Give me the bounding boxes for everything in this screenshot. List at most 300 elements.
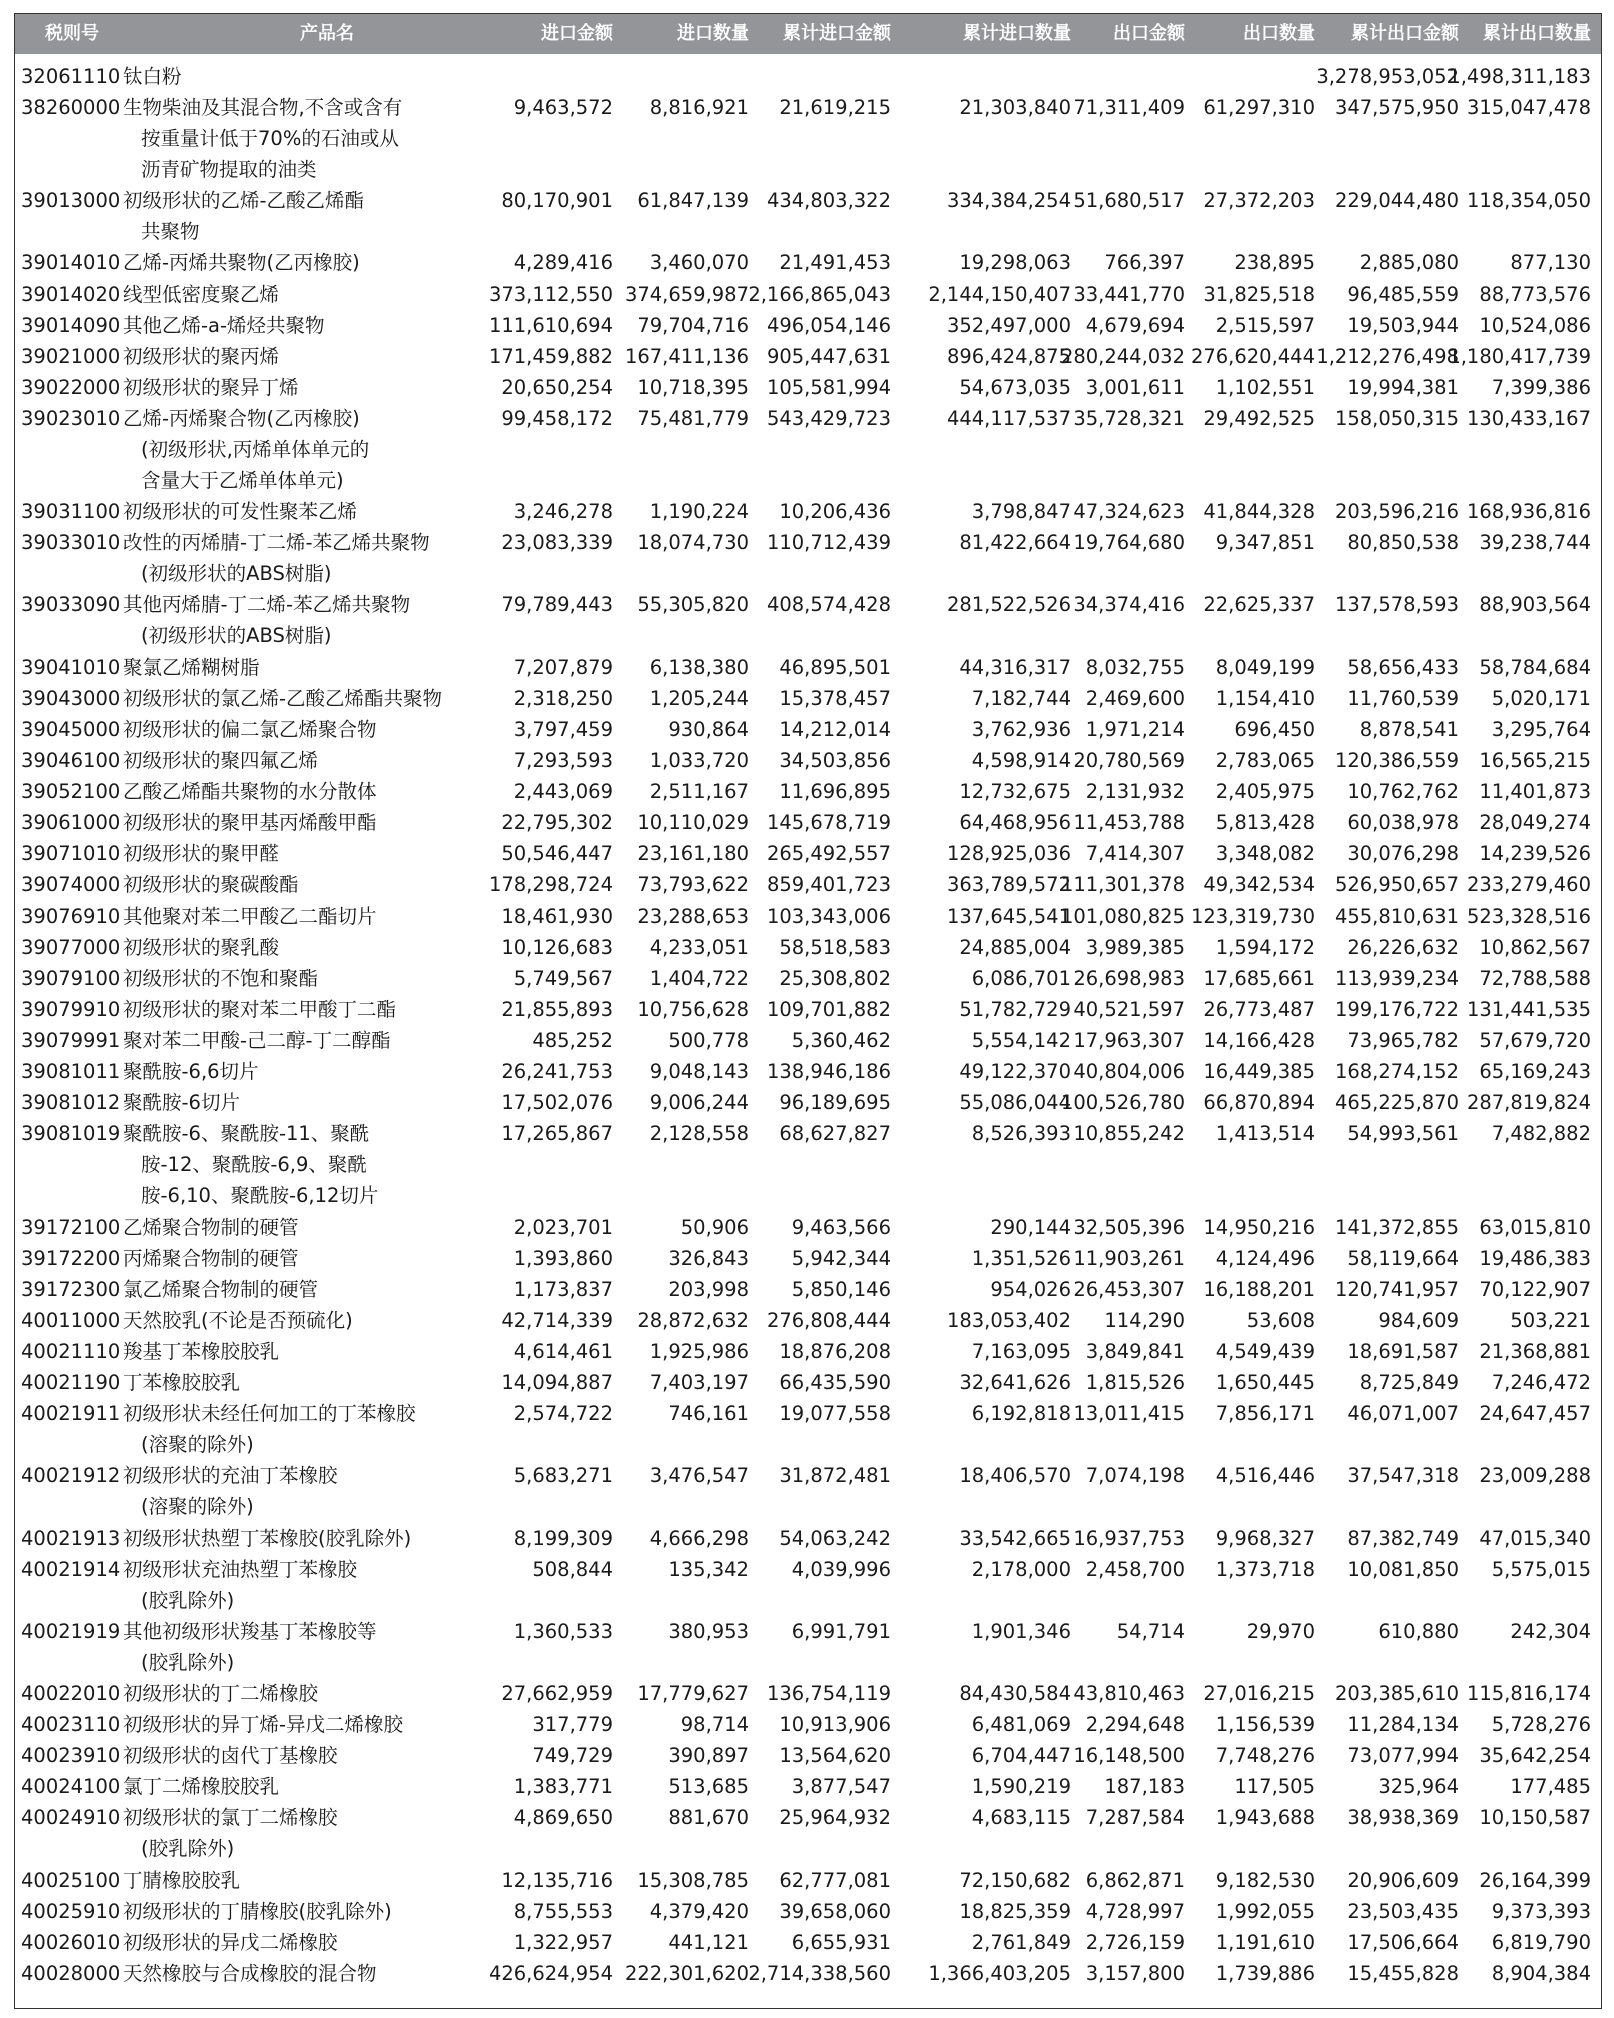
export-qty: 4,516,446 <box>1215 1464 1315 1488</box>
cum-import-value: 14,212,014 <box>779 717 891 741</box>
cum-import-value: 58,518,583 <box>779 935 891 959</box>
product-name <box>123 652 468 683</box>
import-qty: 61,847,139 <box>637 189 749 213</box>
cum-export-value: 455,810,631 <box>1334 904 1459 928</box>
product-name-line: 聚氯乙烯糊树脂 <box>123 655 260 679</box>
import-qty: 17,779,627 <box>637 1681 749 1705</box>
cum-import-qty: 1,351,526 <box>971 1246 1071 1270</box>
product-name <box>123 185 468 247</box>
product-name <box>123 869 468 900</box>
tariff-code: 40023910 <box>21 1744 121 1768</box>
table-row <box>15 1087 1601 1118</box>
import-qty: 9,006,244 <box>649 1091 749 1115</box>
tariff-code: 39045000 <box>21 717 121 741</box>
export-value: 766,397 <box>1104 251 1185 275</box>
product-name <box>123 1554 468 1616</box>
header-cum-export-value: 累计出口金额 <box>1351 23 1459 44</box>
export-qty: 1,650,445 <box>1215 1371 1315 1395</box>
import-qty: 4,379,420 <box>649 1899 749 1923</box>
tariff-code: 38260000 <box>21 96 121 120</box>
tariff-code: 39014020 <box>21 282 121 306</box>
header-cum-export-qty: 累计出口数量 <box>1483 23 1591 44</box>
cum-import-qty: 5,554,142 <box>971 1029 1071 1052</box>
cum-import-value: 6,991,791 <box>791 1619 891 1643</box>
export-value: 8,032,755 <box>1085 655 1185 679</box>
export-qty: 49,342,534 <box>1203 873 1315 897</box>
product-name-line: 初级形状的氯丁二烯橡胶 <box>123 1806 338 1830</box>
header-export-value: 出口金额 <box>1113 23 1185 44</box>
product-name-line: 羧基丁苯橡胶胶乳 <box>123 1340 280 1363</box>
cum-export-value: 2,885,080 <box>1359 251 1459 275</box>
import-qty: 10,756,628 <box>637 997 749 1021</box>
import-value: 20,650,254 <box>501 375 613 399</box>
product-name-line: 改性的丙烯腈-丁二烯-苯乙烯共聚物 <box>123 531 430 555</box>
product-name-line: 初级形状的聚异丁烯 <box>123 375 299 399</box>
import-qty: 1,404,722 <box>649 966 749 990</box>
cum-import-value: 5,942,344 <box>791 1246 891 1270</box>
cum-export-qty: 47,015,340 <box>1479 1526 1591 1550</box>
product-name-line: 乙酸乙烯酯共聚物的水分散体 <box>123 780 377 803</box>
table-row <box>15 901 1601 932</box>
table-row <box>15 1367 1601 1398</box>
import-qty: 9,048,143 <box>649 1060 749 1084</box>
import-value: 3,246,278 <box>513 500 613 524</box>
cum-import-value: 4,039,996 <box>791 1557 891 1581</box>
import-value: 12,135,716 <box>501 1868 613 1892</box>
product-name-line: (溶聚的除外) <box>141 1495 254 1519</box>
cum-export-qty: 19,486,383 <box>1479 1246 1591 1270</box>
import-value: 1,393,860 <box>513 1246 613 1270</box>
cum-import-qty: 84,430,584 <box>959 1681 1071 1705</box>
product-name-line: (初级形状的ABS树脂) <box>141 562 332 586</box>
cum-export-value: 229,044,480 <box>1334 189 1459 213</box>
export-value: 51,680,517 <box>1073 189 1185 213</box>
export-value: 100,526,780 <box>1060 1091 1185 1115</box>
tariff-code: 39052100 <box>21 780 121 803</box>
export-qty: 2,405,975 <box>1215 780 1315 803</box>
tariff-code: 40021911 <box>21 1402 121 1426</box>
product-name <box>123 1243 468 1274</box>
tariff-code: 40021913 <box>21 1526 121 1550</box>
table-row <box>15 279 1601 310</box>
cum-import-qty: 896,424,875 <box>946 344 1071 368</box>
cum-import-qty: 6,192,818 <box>971 1402 1071 1426</box>
export-qty: 123,319,730 <box>1190 904 1315 928</box>
cum-export-qty: 10,524,086 <box>1479 313 1591 337</box>
cum-import-qty: 49,122,370 <box>959 1060 1071 1084</box>
export-value: 16,148,500 <box>1073 1744 1185 1768</box>
cum-export-value: 17,506,664 <box>1347 1930 1459 1954</box>
product-name <box>123 1802 468 1864</box>
import-qty: 167,411,136 <box>624 344 749 368</box>
cum-import-value: 408,574,428 <box>766 593 891 617</box>
product-name-line: 氯丁二烯橡胶胶乳 <box>123 1775 280 1799</box>
cum-export-value: 10,081,850 <box>1347 1557 1459 1581</box>
product-name-line: 钛白粉 <box>123 65 182 88</box>
product-name-line: 初级形状的异丁烯-异戊二烯橡胶 <box>123 1713 404 1736</box>
tariff-code: 39031100 <box>21 500 121 524</box>
cum-import-qty: 137,645,541 <box>946 904 1071 928</box>
product-name-line: 初级形状的聚对苯二甲酸丁二酯 <box>123 997 397 1021</box>
product-name <box>123 1118 468 1211</box>
import-qty: 222,301,620 <box>624 1961 749 1985</box>
table-row <box>15 776 1601 807</box>
import-qty: 326,843 <box>668 1246 749 1270</box>
export-value: 35,728,321 <box>1073 407 1185 430</box>
cum-import-qty: 6,481,069 <box>971 1713 1071 1736</box>
table-body <box>15 14 1601 2008</box>
product-name <box>123 776 468 807</box>
cum-import-qty: 4,683,115 <box>971 1806 1071 1830</box>
cum-export-value: 10,762,762 <box>1347 780 1459 803</box>
tariff-code: 40021190 <box>21 1371 121 1395</box>
export-value: 40,804,006 <box>1073 1060 1185 1084</box>
product-name-line: 初级形状的聚四氟乙烯 <box>123 748 319 772</box>
cum-import-qty: 352,497,000 <box>946 313 1071 337</box>
product-name <box>123 310 468 341</box>
export-qty: 41,844,328 <box>1203 500 1315 524</box>
import-qty: 6,138,380 <box>649 655 749 679</box>
export-qty: 1,739,886 <box>1215 1961 1315 1985</box>
tariff-code: 40026010 <box>21 1930 121 1954</box>
import-value: 7,293,593 <box>513 748 613 772</box>
import-value: 23,083,339 <box>501 531 613 555</box>
export-value: 26,698,983 <box>1073 966 1185 990</box>
export-value: 101,080,825 <box>1060 904 1185 928</box>
product-name-line: 丙烯聚合物制的硬管 <box>123 1246 299 1270</box>
tariff-code: 39076910 <box>21 904 121 928</box>
import-value: 2,574,722 <box>513 1402 613 1426</box>
import-qty: 374,659,987 <box>624 282 749 306</box>
product-name-line: 其他乙烯-a-烯烃共聚物 <box>123 313 325 337</box>
cum-import-qty: 44,316,317 <box>959 655 1071 679</box>
export-qty: 1,102,551 <box>1215 375 1315 399</box>
product-name-line: 乙烯-丙烯共聚物(乙丙橡胶) <box>123 251 360 275</box>
cum-import-value: 10,913,906 <box>779 1713 891 1736</box>
cum-export-value: 87,382,749 <box>1347 1526 1459 1550</box>
product-name-line: 初级形状的丁腈橡胶(胶乳除外) <box>123 1899 392 1923</box>
cum-import-qty: 81,422,664 <box>959 531 1071 555</box>
import-qty: 1,190,224 <box>649 500 749 524</box>
table-row <box>15 310 1601 341</box>
cum-import-value: 9,463,566 <box>791 1215 891 1239</box>
export-value: 2,458,700 <box>1085 1557 1185 1581</box>
cum-export-value: 30,076,298 <box>1347 842 1459 866</box>
cum-export-value: 3,278,953,052 <box>1316 65 1459 88</box>
header-product-name: 产品名 <box>300 23 354 44</box>
tariff-code: 40021912 <box>21 1464 121 1488</box>
cum-export-qty: 88,773,576 <box>1479 282 1591 306</box>
import-value: 4,289,416 <box>513 251 613 275</box>
import-value: 26,241,753 <box>501 1060 613 1084</box>
import-qty: 390,897 <box>668 1744 749 1768</box>
table-row <box>15 1523 1601 1554</box>
export-value: 2,726,159 <box>1085 1930 1185 1954</box>
cum-export-qty: 5,728,276 <box>1491 1713 1591 1736</box>
tariff-code: 40025100 <box>21 1868 121 1892</box>
export-value: 17,963,307 <box>1073 1029 1185 1052</box>
import-qty: 380,953 <box>668 1619 749 1643</box>
import-value: 1,322,957 <box>513 1930 613 1954</box>
export-value: 4,679,694 <box>1085 313 1185 337</box>
export-value: 19,764,680 <box>1073 531 1185 555</box>
tariff-code: 32061110 <box>21 65 121 88</box>
cum-import-qty: 54,673,035 <box>959 375 1071 399</box>
export-qty: 53,608 <box>1246 1308 1315 1332</box>
cum-import-qty: 6,086,701 <box>971 966 1071 990</box>
tariff-code: 39074000 <box>21 873 121 897</box>
table-row <box>15 1896 1601 1927</box>
cum-export-qty: 177,485 <box>1510 1775 1591 1799</box>
table-row <box>15 527 1601 589</box>
cum-import-qty: 24,885,004 <box>959 935 1071 959</box>
cum-export-qty: 7,399,386 <box>1491 375 1591 399</box>
cum-export-qty: 58,784,684 <box>1479 655 1591 679</box>
import-value: 1,383,771 <box>513 1775 613 1799</box>
cum-import-qty: 19,298,063 <box>959 251 1071 275</box>
product-name <box>123 901 468 932</box>
product-name-line: 天然胶乳(不论是否预硫化) <box>123 1308 353 1332</box>
cum-import-qty: 6,704,447 <box>971 1744 1071 1768</box>
cum-export-qty: 5,020,171 <box>1491 686 1591 710</box>
cum-import-value: 25,964,932 <box>779 1806 891 1830</box>
export-value: 20,780,569 <box>1073 748 1185 772</box>
product-name <box>123 527 468 589</box>
export-qty: 22,625,337 <box>1203 593 1315 617</box>
tariff-code: 39021000 <box>21 344 121 368</box>
cum-import-value: 905,447,631 <box>766 344 891 368</box>
cum-export-value: 38,938,369 <box>1347 1806 1459 1830</box>
cum-import-value: 54,063,242 <box>779 1526 891 1550</box>
export-qty: 29,492,525 <box>1203 407 1315 430</box>
cum-export-value: 15,455,828 <box>1347 1961 1459 1985</box>
product-name <box>123 589 468 651</box>
table-row <box>15 61 1601 92</box>
cum-import-qty: 290,144 <box>990 1215 1071 1239</box>
export-qty: 9,182,530 <box>1215 1868 1315 1892</box>
tariff-code: 40022010 <box>21 1681 121 1705</box>
product-name-line: 初级形状的偏二氯乙烯聚合物 <box>123 717 377 741</box>
product-name-line: 聚酰胺-6,6切片 <box>123 1060 259 1084</box>
cum-export-value: 325,964 <box>1378 1775 1459 1799</box>
product-name-line: 初级形状充油热塑丁苯橡胶 <box>123 1557 358 1581</box>
cum-import-value: 5,360,462 <box>791 1029 891 1052</box>
table-row <box>15 1616 1601 1678</box>
cum-export-value: 96,485,559 <box>1347 282 1459 306</box>
cum-export-value: 137,578,593 <box>1334 593 1459 617</box>
cum-import-qty: 1,590,219 <box>971 1775 1071 1799</box>
cum-import-qty: 21,303,840 <box>959 96 1071 120</box>
cum-export-qty: 70,122,907 <box>1479 1277 1591 1301</box>
cum-export-qty: 1,498,311,183 <box>1448 65 1591 88</box>
product-name <box>123 247 468 278</box>
product-name <box>123 1398 468 1460</box>
export-qty: 5,813,428 <box>1215 811 1315 835</box>
table-row <box>15 1305 1601 1336</box>
tariff-code: 39172200 <box>21 1246 121 1270</box>
cum-import-qty: 281,522,526 <box>946 593 1071 617</box>
product-name <box>123 1616 468 1678</box>
tariff-code: 39071010 <box>21 842 121 866</box>
cum-export-qty: 7,246,472 <box>1491 1371 1591 1395</box>
cum-import-value: 138,946,186 <box>766 1060 891 1084</box>
table-row <box>15 1212 1601 1243</box>
cum-import-qty: 7,163,095 <box>971 1340 1071 1363</box>
cum-import-qty: 33,542,665 <box>959 1526 1071 1550</box>
product-name <box>123 714 468 745</box>
product-name-line: (胶乳除外) <box>141 1650 235 1674</box>
import-value: 79,789,443 <box>501 593 613 617</box>
import-qty: 513,685 <box>668 1775 749 1799</box>
table-row <box>15 1771 1601 1802</box>
cum-export-value: 37,547,318 <box>1347 1464 1459 1488</box>
import-qty: 4,233,051 <box>649 935 749 959</box>
cum-export-qty: 6,819,790 <box>1491 1930 1591 1954</box>
export-qty: 16,449,385 <box>1203 1060 1315 1084</box>
cum-import-value: 39,658,060 <box>779 1899 891 1923</box>
product-name <box>123 1274 468 1305</box>
table-row <box>15 1802 1601 1864</box>
cum-export-value: 199,176,722 <box>1334 997 1459 1021</box>
import-value: 3,797,459 <box>513 717 613 741</box>
cum-export-qty: 7,482,882 <box>1491 1122 1591 1146</box>
product-name <box>123 279 468 310</box>
cum-export-qty: 503,221 <box>1510 1308 1591 1332</box>
cum-import-value: 5,850,146 <box>791 1277 891 1301</box>
export-value: 33,441,770 <box>1073 282 1185 306</box>
product-name-line: 初级形状热塑丁苯橡胶(胶乳除外) <box>123 1526 412 1550</box>
header-import-qty: 进口数量 <box>677 23 749 44</box>
table-row <box>15 1958 1601 1989</box>
tariff-code: 39043000 <box>21 686 121 710</box>
export-value: 43,810,463 <box>1073 1681 1185 1705</box>
cum-import-value: 105,581,994 <box>766 375 891 399</box>
export-value: 47,324,623 <box>1073 500 1185 524</box>
tariff-code: 39023010 <box>21 407 121 430</box>
export-qty: 696,450 <box>1234 717 1315 741</box>
import-qty: 203,998 <box>668 1277 749 1301</box>
export-value: 114,290 <box>1104 1308 1185 1332</box>
cum-import-value: 496,054,146 <box>766 313 891 337</box>
export-qty: 4,549,439 <box>1215 1340 1315 1363</box>
import-value: 8,199,309 <box>513 1526 613 1550</box>
tariff-code: 40028000 <box>21 1961 121 1985</box>
export-qty: 9,347,851 <box>1215 531 1315 555</box>
tariff-code: 39081019 <box>21 1122 121 1146</box>
cum-import-value: 265,492,557 <box>766 842 891 866</box>
cum-export-qty: 118,354,050 <box>1466 189 1591 213</box>
tariff-code: 40025910 <box>21 1899 121 1923</box>
product-name <box>123 1523 468 1554</box>
import-qty: 98,714 <box>680 1713 749 1736</box>
product-name-line: 沥青矿物提取的油类 <box>141 158 317 182</box>
cum-export-value: 158,050,315 <box>1334 407 1459 430</box>
cum-import-qty: 334,384,254 <box>946 189 1071 213</box>
product-name-line: 初级形状的异戊二烯橡胶 <box>123 1930 338 1954</box>
cum-export-value: 73,965,782 <box>1347 1029 1459 1052</box>
tariff-code: 39077000 <box>21 935 121 959</box>
header-export-qty: 出口数量 <box>1243 23 1315 44</box>
import-value: 17,265,867 <box>501 1122 613 1146</box>
cum-import-value: 31,872,481 <box>779 1464 891 1488</box>
product-name <box>123 1771 468 1802</box>
import-qty: 79,704,716 <box>637 313 749 337</box>
cum-export-qty: 24,647,457 <box>1479 1402 1591 1426</box>
product-name-line: 聚对苯二甲酸-己二醇-丁二醇酯 <box>123 1029 391 1052</box>
product-name <box>123 963 468 994</box>
cum-import-qty: 2,144,150,407 <box>928 282 1071 306</box>
product-name <box>123 1056 468 1087</box>
cum-export-qty: 63,015,810 <box>1479 1215 1591 1239</box>
tariff-code: 40024910 <box>21 1806 121 1830</box>
import-qty: 3,460,070 <box>649 251 749 275</box>
export-qty: 1,156,539 <box>1215 1713 1315 1736</box>
cum-import-value: 66,435,590 <box>779 1371 891 1395</box>
import-value: 373,112,550 <box>488 282 613 306</box>
table-row <box>15 372 1601 403</box>
product-name-line: (溶聚的除外) <box>141 1433 254 1457</box>
product-name-line: 初级形状的氯乙烯-乙酸乙烯酯共聚物 <box>123 686 443 710</box>
product-name-line: 含量大于乙烯单体单元) <box>141 469 344 492</box>
cum-import-value: 21,619,215 <box>779 96 891 120</box>
export-value: 7,074,198 <box>1085 1464 1185 1488</box>
header-cum-import-qty: 累计进口数量 <box>963 23 1071 44</box>
import-value: 80,170,901 <box>501 189 613 213</box>
cum-export-qty: 26,164,399 <box>1479 1868 1591 1892</box>
import-value: 18,461,930 <box>501 904 613 928</box>
cum-export-qty: 88,903,564 <box>1479 593 1591 617</box>
tariff-code: 39022000 <box>21 375 121 399</box>
cum-export-qty: 115,816,174 <box>1466 1681 1591 1705</box>
product-name-line: 丁苯橡胶胶乳 <box>123 1371 241 1395</box>
product-name-line: 初级形状的卤代丁基橡胶 <box>123 1744 338 1768</box>
cum-import-qty: 7,182,744 <box>971 686 1071 710</box>
export-value: 16,937,753 <box>1073 1526 1185 1550</box>
export-value: 32,505,396 <box>1073 1215 1185 1239</box>
product-name-line: 聚酰胺-6、聚酰胺-11、聚酰 <box>123 1122 370 1146</box>
tariff-code: 40023110 <box>21 1713 121 1736</box>
import-qty: 73,793,622 <box>637 873 749 897</box>
export-qty: 27,016,215 <box>1203 1681 1315 1705</box>
cum-import-qty: 18,406,570 <box>959 1464 1071 1488</box>
cum-import-value: 6,655,931 <box>791 1930 891 1954</box>
import-value: 749,729 <box>532 1744 613 1768</box>
export-qty: 29,970 <box>1246 1619 1315 1643</box>
import-value: 27,662,959 <box>501 1681 613 1705</box>
trade-data-table <box>14 13 1602 2009</box>
cum-export-value: 26,226,632 <box>1347 935 1459 959</box>
cum-import-value: 543,429,723 <box>766 407 891 430</box>
export-value: 3,849,841 <box>1085 1340 1185 1363</box>
import-qty: 930,864 <box>668 717 749 741</box>
tariff-code: 39041010 <box>21 655 121 679</box>
cum-import-value: 13,564,620 <box>779 1744 891 1768</box>
export-value: 13,011,415 <box>1073 1402 1185 1426</box>
cum-export-qty: 233,279,460 <box>1466 873 1591 897</box>
cum-export-qty: 130,433,167 <box>1466 407 1591 430</box>
export-qty: 117,505 <box>1234 1775 1315 1799</box>
import-qty: 8,816,921 <box>649 96 749 120</box>
import-value: 42,714,339 <box>501 1308 613 1332</box>
cum-export-value: 141,372,855 <box>1334 1215 1459 1239</box>
cum-export-value: 526,950,657 <box>1334 873 1459 897</box>
import-value: 178,298,724 <box>488 873 613 897</box>
cum-import-qty: 8,526,393 <box>971 1122 1071 1146</box>
cum-import-value: 62,777,081 <box>779 1868 891 1892</box>
table-row <box>15 1025 1601 1056</box>
product-name-line: 初级形状的充油丁苯橡胶 <box>123 1464 338 1488</box>
import-value: 1,173,837 <box>513 1277 613 1301</box>
